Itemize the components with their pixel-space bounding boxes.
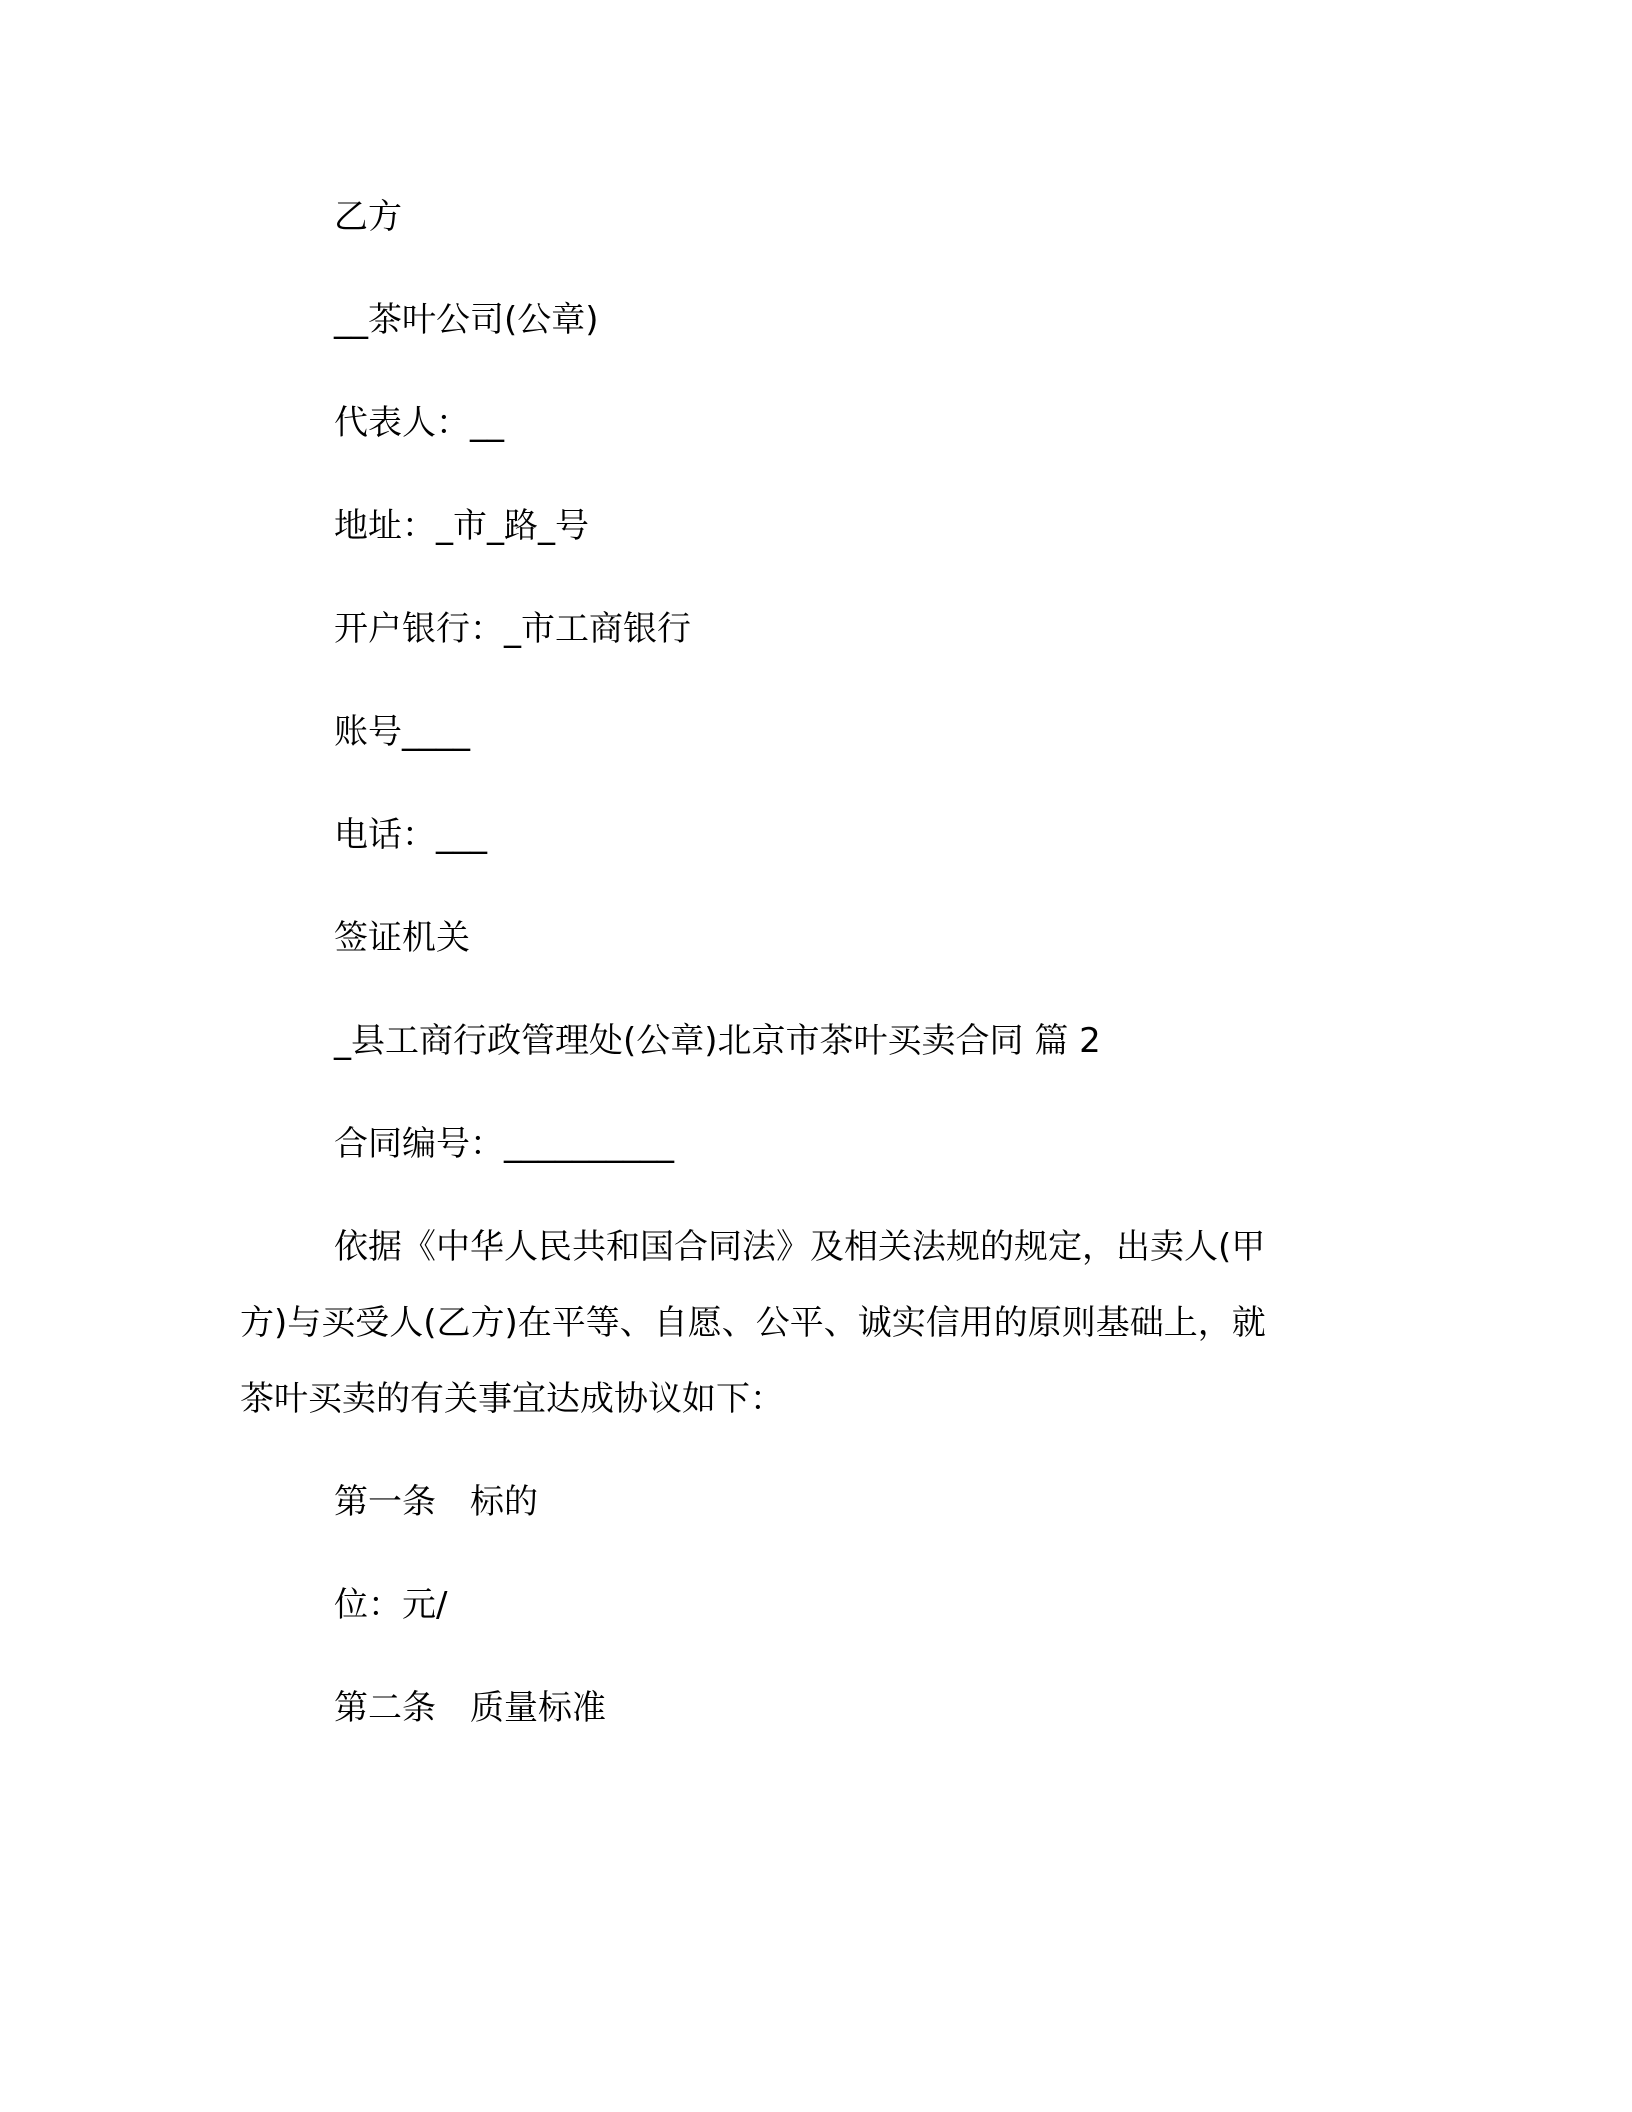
visa-authority-line: 签证机关 xyxy=(334,918,470,958)
address-line: 地址：_市_路_号 xyxy=(334,506,589,546)
section-heading-line: _县工商行政管理处(公章)北京市茶叶买卖合同 篇 2 xyxy=(334,1021,1101,1061)
phone-line: 电话：___ xyxy=(334,815,487,855)
article-2-title: 第二条 质量标准 xyxy=(334,1688,606,1728)
intro-paragraph-line-1: 依据《中华人民共和国合同法》及相关法规的规定，出卖人(甲 xyxy=(334,1227,1266,1267)
contract-number-line: 合同编号：__________ xyxy=(334,1124,674,1164)
company-seal-line: __茶叶公司(公章) xyxy=(334,300,599,340)
intro-paragraph xyxy=(240,1227,1360,1427)
unit-line: 位：元/ xyxy=(334,1585,448,1625)
account-line: 账号____ xyxy=(334,712,470,752)
representative-line: 代表人：__ xyxy=(334,403,504,443)
article-1-title: 第一条 标的 xyxy=(334,1482,538,1522)
intro-paragraph-line-3: 茶叶买卖的有关事宜达成协议如下： xyxy=(240,1379,784,1419)
intro-paragraph-line-2: 方)与买受人(乙方)在平等、自愿、公平、诚实信用的原则基础上，就 xyxy=(240,1303,1266,1343)
bank-line: 开户银行：_市工商银行 xyxy=(334,609,691,649)
party-b-heading: 乙方 xyxy=(334,197,402,237)
